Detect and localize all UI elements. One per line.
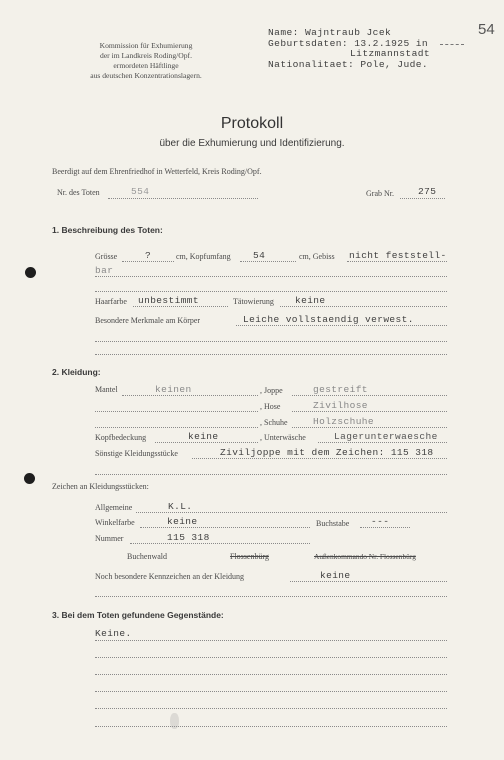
commission-line-1: Kommission für Exhumierung	[99, 41, 193, 50]
headwear-label: Kopfbedeckung	[95, 433, 147, 442]
person-name: Name: Wajntraub Jcek	[268, 27, 392, 38]
general-sign-label: Allgemeine	[95, 503, 133, 512]
person-birth: Geburtsdaten: 13.2.1925 in	[268, 38, 429, 49]
section1-heading: 1. Beschreibung des Toten:	[52, 225, 163, 235]
tattoo-value: keine	[295, 295, 326, 306]
punch-hole-top	[25, 267, 36, 278]
number-value: 115 318	[167, 532, 210, 543]
angle-color-label: Winkelfarbe	[95, 518, 135, 527]
letter-label: Buchstabe	[316, 519, 350, 528]
person-nationality: Nationalitaet: Pole, Jude.	[268, 59, 429, 70]
commission-line-4: aus deutschen Konzentrationslagern.	[90, 71, 202, 80]
section2-heading: 2. Kleidung:	[52, 367, 101, 377]
camp-buchenwald: Buchenwald	[127, 552, 167, 561]
commission-line-2: der im Landkreis Roding/Opf.	[100, 51, 192, 60]
hair-value: unbestimmt	[138, 295, 200, 306]
signs-heading: Zeichen an Kleidungsstücken:	[52, 482, 149, 491]
document-title: Protokoll	[220, 115, 284, 132]
underwear-label: , Unterwäsche	[260, 433, 306, 442]
other-signs-value: keine	[320, 570, 351, 581]
tattoo-label: Tätowierung	[233, 297, 274, 306]
section3-heading: 3. Bei dem Toten gefundene Gegenstände:	[52, 610, 224, 620]
hair-label: Haarfarbe	[95, 297, 127, 306]
size-label: Grösse	[95, 252, 118, 261]
camp-outpost: Außenkommando Nr. Flossenbürg	[314, 552, 416, 561]
commission-header	[56, 41, 236, 81]
document-subtitle: über die Exhumierung und Identifizierung.	[159, 138, 345, 149]
person-birthplace: Litzmannstadt	[350, 48, 431, 59]
commission-line-3: ermordeten Häftlinge	[113, 61, 179, 70]
angle-color-value: keine	[167, 516, 198, 527]
shoes-label: , Schuhe	[260, 418, 288, 427]
other-signs-label: Noch besondere Kennzeichen an der Kleidung	[95, 572, 245, 581]
marks-value: Leiche vollstaendig verwest.	[243, 314, 414, 325]
page-number: 54	[478, 21, 495, 38]
grave-number-value: 275	[418, 186, 437, 197]
general-sign-value: K.L.	[168, 501, 193, 512]
jacket-label: , Joppe	[260, 386, 283, 395]
section3-value: Keine.	[95, 628, 132, 639]
cm-teeth-label: cm, Gebiss	[299, 252, 335, 261]
head-value: 54	[253, 250, 266, 261]
cm-head-label: cm, Kopfumfang	[176, 252, 231, 261]
other-clothing-label: Sönstige Kleidungsstücke	[95, 449, 178, 458]
underwear-value: Lagerunterwaesche	[334, 431, 438, 442]
letter-value: ---	[371, 516, 390, 527]
coat-value: keinen	[155, 384, 192, 395]
dash-mark	[440, 44, 464, 45]
camp-flossenbuerg: Flossenbürg	[230, 552, 269, 561]
jacket-value: gestreift	[313, 384, 368, 395]
shoes-value: Holzschuhe	[313, 416, 375, 427]
punch-hole-bottom	[24, 473, 35, 484]
number-label: Nummer	[95, 534, 124, 543]
coat-label: Mantel	[95, 385, 118, 394]
dead-number-label: Nr. des Toten	[57, 188, 100, 197]
grave-number-label: Grab Nr.	[366, 189, 394, 198]
dead-number-value: 554	[131, 186, 150, 197]
size-value: ?	[145, 250, 152, 261]
burial-place: Beerdigt auf dem Ehrenfriedhof in Wetterfeld, Kreis Roding/Opf.	[52, 167, 262, 176]
trousers-value: Zivilhose	[313, 400, 368, 411]
marks-label: Besondere Merkmale am Körper	[95, 316, 201, 325]
other-clothing-value: Ziviljoppe mit dem Zeichen: 115 318	[220, 447, 434, 458]
teeth-value: nicht feststell-	[349, 250, 447, 261]
teeth-value-cont: bar	[95, 265, 114, 276]
paper-stain	[170, 713, 179, 729]
trousers-label: , Hose	[260, 402, 281, 411]
headwear-value: keine	[188, 431, 219, 442]
